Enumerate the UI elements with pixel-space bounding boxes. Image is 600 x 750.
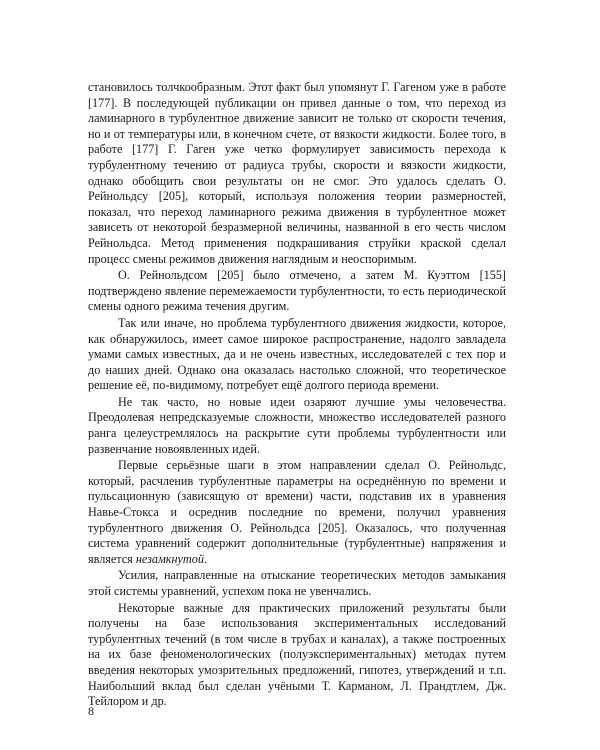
page-number: 8	[88, 704, 94, 718]
paragraph-5	[88, 458, 506, 567]
paragraph-6: Усилия, направленные на отыскание теоретических методов замыкания этой системы уравнений, успехом пока не увенчались.	[88, 568, 506, 598]
paragraph-2: О. Рейнольдсом [205] было отмечено, а затем М. Куэттом [155] подтверждено явление перемежаемости турбулентности, то есть периодической смены одного режима течения другим.	[88, 268, 506, 314]
body-text	[88, 80, 506, 711]
paragraph-7: Некоторые важные для практических приложений результаты были получены на базе использования экспериментальных исследований турбулентных течений (в том числе в трубах и каналах), а также построенных на их базе феноменологических (полуэкспериментальных) методах путем введения некоторых умозрительных предложений, гипотез, утверждений и т.п. Наибольший вклад был сделан учёными Т. Карманом, Л. Прандтлем, Дж. Тейлором и др.	[88, 600, 506, 709]
paragraph-5-text: Первые серьёзные шаги в этом направлении сделал О. Рейнольдс, который, расчленив турбулентные параметры на осреднённую по времени и пульсационную (зависящую от времени) части, подставив их в уравнения Навье-Стокса и осреднив последние по времени, получил уравнения турбулентного движения О. Рейнольдса [205]. Оказалось, что полученная система уравнений содержит дополнительные (турбулентные) напряжения и является	[88, 458, 506, 566]
italic-term: незамкнутой	[135, 551, 204, 566]
paragraph-3: Так или иначе, но проблема турбулентного движения жидкости, которое, как обнаружилось, имеет самое широкое распространение, надолго завладела умами самых известных, да и не очень известных, исследователей с тех пор и до наших дней. Однако она оказалась настолько сложной, что теоретическое решение её, по-видимому, потребует ещё долгого периода времени.	[88, 315, 506, 393]
paragraph-1: становилось толчкообразным. Этот факт был упомянут Г. Гагеном уже в работе [177]. В последующей публикации он привел данные о том, что переход из ламинарного в турбулентное движение зависит не только от скорости течения, но и от температуры или, в конечном счете, от вязкости жидкости. Более того, в работе [177] Г. Гаген уже четко формулирует зависимость перехода к турбулентному течению от радиуса трубы, скорости и вязкости жидкости, однако обобщить свои результаты он не смог. Это удалось сделать О. Рейнольдсу [205], который, используя положения теории размерностей, показал, что переход ламинарного режима движения в турбулентное может зависеть от некоторой безразмерной величины, названной в его честь числом Рейнольдса. Метод применения подкрашивания струйки краской сделал процесс смены режимов движения наглядным и неоспоримым.	[88, 80, 506, 266]
paragraph-4: Не так часто, но новые идеи озаряют лучшие умы человечества. Преодолевая непредсказуемые сложности, множество исследователей разного ранга целеустремлялось на раскрытие сути проблемы турбулентности или развенчание новоявленных идей.	[88, 394, 506, 456]
italic-term-suffix: .	[203, 551, 207, 566]
